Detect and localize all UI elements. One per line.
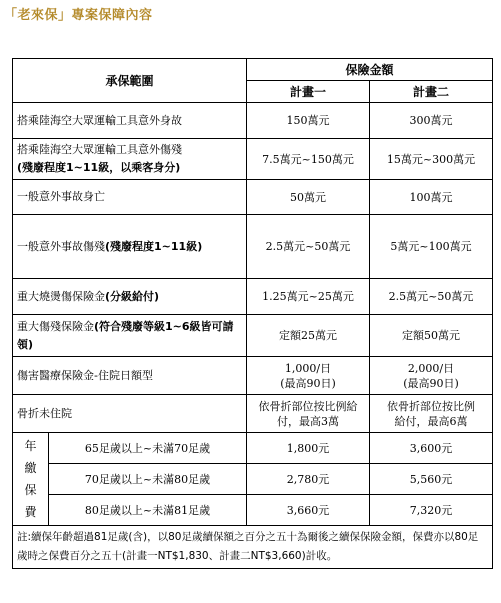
table-row bbox=[13, 139, 493, 180]
row-item: 重大燒燙傷保險金 bbox=[17, 289, 105, 303]
plan-2-line-2: 給付，最高6萬 bbox=[394, 414, 468, 428]
table-row bbox=[13, 315, 493, 357]
row-item: 搭乘陸海空大眾運輸工具意外身故 bbox=[17, 113, 182, 127]
fee-age-range: 65足歲以上~未滿70足歲 bbox=[49, 433, 247, 464]
fee-plan-1: 1,800元 bbox=[247, 433, 370, 464]
plan-2-line-1: 2,000/日 bbox=[407, 361, 455, 375]
table-row bbox=[13, 215, 493, 279]
row-item-detail: (分級給付) bbox=[105, 289, 160, 303]
row-item: 傷害醫療保險金-住院日額型 bbox=[17, 368, 153, 382]
plan-1-line-2: (最高90日) bbox=[280, 376, 336, 390]
row-plan-1-value: 150萬元 bbox=[247, 103, 370, 139]
fee-plan-1: 3,660元 bbox=[247, 495, 370, 526]
row-plan-2-value: 定額50萬元 bbox=[370, 315, 493, 357]
page-title: 「老來保」專案保障內容 bbox=[4, 8, 153, 23]
row-plan-2-value: 15萬元~300萬元 bbox=[370, 139, 493, 180]
row-item-detail: (符合殘廢等級1~6級皆可請領) bbox=[17, 319, 234, 351]
row-plan-2-value: 300萬元 bbox=[370, 103, 493, 139]
row-item-detail: (殘廢程度1~11級，以乘客身分) bbox=[17, 161, 181, 174]
row-plan-2-value bbox=[370, 395, 493, 433]
row-plan-1-value: 1.25萬元~25萬元 bbox=[247, 279, 370, 315]
footnote: 註:續保年齡超過81足歲(含)，以80足歲續保額之百分之五十為爾後之續保保險金額，保費亦以80足歲時之保費百分之五十(計畫一NT$1,830、計畫二NT$3,660)計收。 bbox=[13, 526, 493, 569]
header-plan-2: 計畫二 bbox=[370, 81, 493, 103]
row-plan-1-value: 2.5萬元~50萬元 bbox=[247, 215, 370, 279]
plan-1-line-1: 依骨折部位按比例給 bbox=[258, 399, 358, 413]
fee-age-range: 70足歲以上~未滿80足歲 bbox=[49, 464, 247, 495]
row-plan-1-value: 定額25萬元 bbox=[247, 315, 370, 357]
annual-premium-label: 年 繳 保 費 bbox=[13, 433, 49, 526]
table-row bbox=[13, 279, 493, 315]
header-insured-amount: 保險金額 bbox=[247, 59, 493, 81]
plan-2-line-1: 依骨折部位按比例 bbox=[387, 399, 476, 413]
fee-plan-2: 3,600元 bbox=[370, 433, 493, 464]
plan-2-line-2: (最高90日) bbox=[403, 376, 459, 390]
fee-row bbox=[13, 495, 493, 526]
row-plan-1-value: 7.5萬元~150萬元 bbox=[247, 139, 370, 180]
table-row bbox=[13, 357, 493, 395]
row-plan-2-value: 100萬元 bbox=[370, 180, 493, 215]
fee-plan-1: 2,780元 bbox=[247, 464, 370, 495]
fee-age-range: 80足歲以上~未滿81足歲 bbox=[49, 495, 247, 526]
row-item-detail: (殘廢程度1~11級) bbox=[105, 239, 203, 253]
plan-1-line-2: 付，最高3萬 bbox=[277, 414, 340, 428]
row-item: 一般意外事故傷殘 bbox=[17, 239, 105, 253]
header-coverage-scope: 承保範圍 bbox=[13, 59, 247, 103]
fee-row bbox=[13, 464, 493, 495]
table-row bbox=[13, 103, 493, 139]
row-plan-2-value bbox=[370, 357, 493, 395]
row-plan-1-value: 50萬元 bbox=[247, 180, 370, 215]
row-item: 重大傷殘保險金 bbox=[17, 319, 94, 333]
fee-plan-2: 5,560元 bbox=[370, 464, 493, 495]
row-plan-2-value: 5萬元~100萬元 bbox=[370, 215, 493, 279]
row-item: 骨折未住院 bbox=[17, 406, 72, 420]
table-row bbox=[13, 395, 493, 433]
fee-plan-2: 7,320元 bbox=[370, 495, 493, 526]
row-plan-2-value: 2.5萬元~50萬元 bbox=[370, 279, 493, 315]
header-plan-1: 計畫一 bbox=[247, 81, 370, 103]
plan-1-line-1: 1,000/日 bbox=[284, 361, 332, 375]
row-plan-1-value bbox=[247, 395, 370, 433]
row-item: 搭乘陸海空大眾運輸工具意外傷殘 bbox=[17, 143, 182, 156]
fee-row bbox=[13, 433, 493, 464]
row-plan-1-value bbox=[247, 357, 370, 395]
row-item: 一般意外事故身亡 bbox=[17, 190, 105, 203]
coverage-table bbox=[12, 58, 493, 569]
table-row bbox=[13, 180, 493, 215]
